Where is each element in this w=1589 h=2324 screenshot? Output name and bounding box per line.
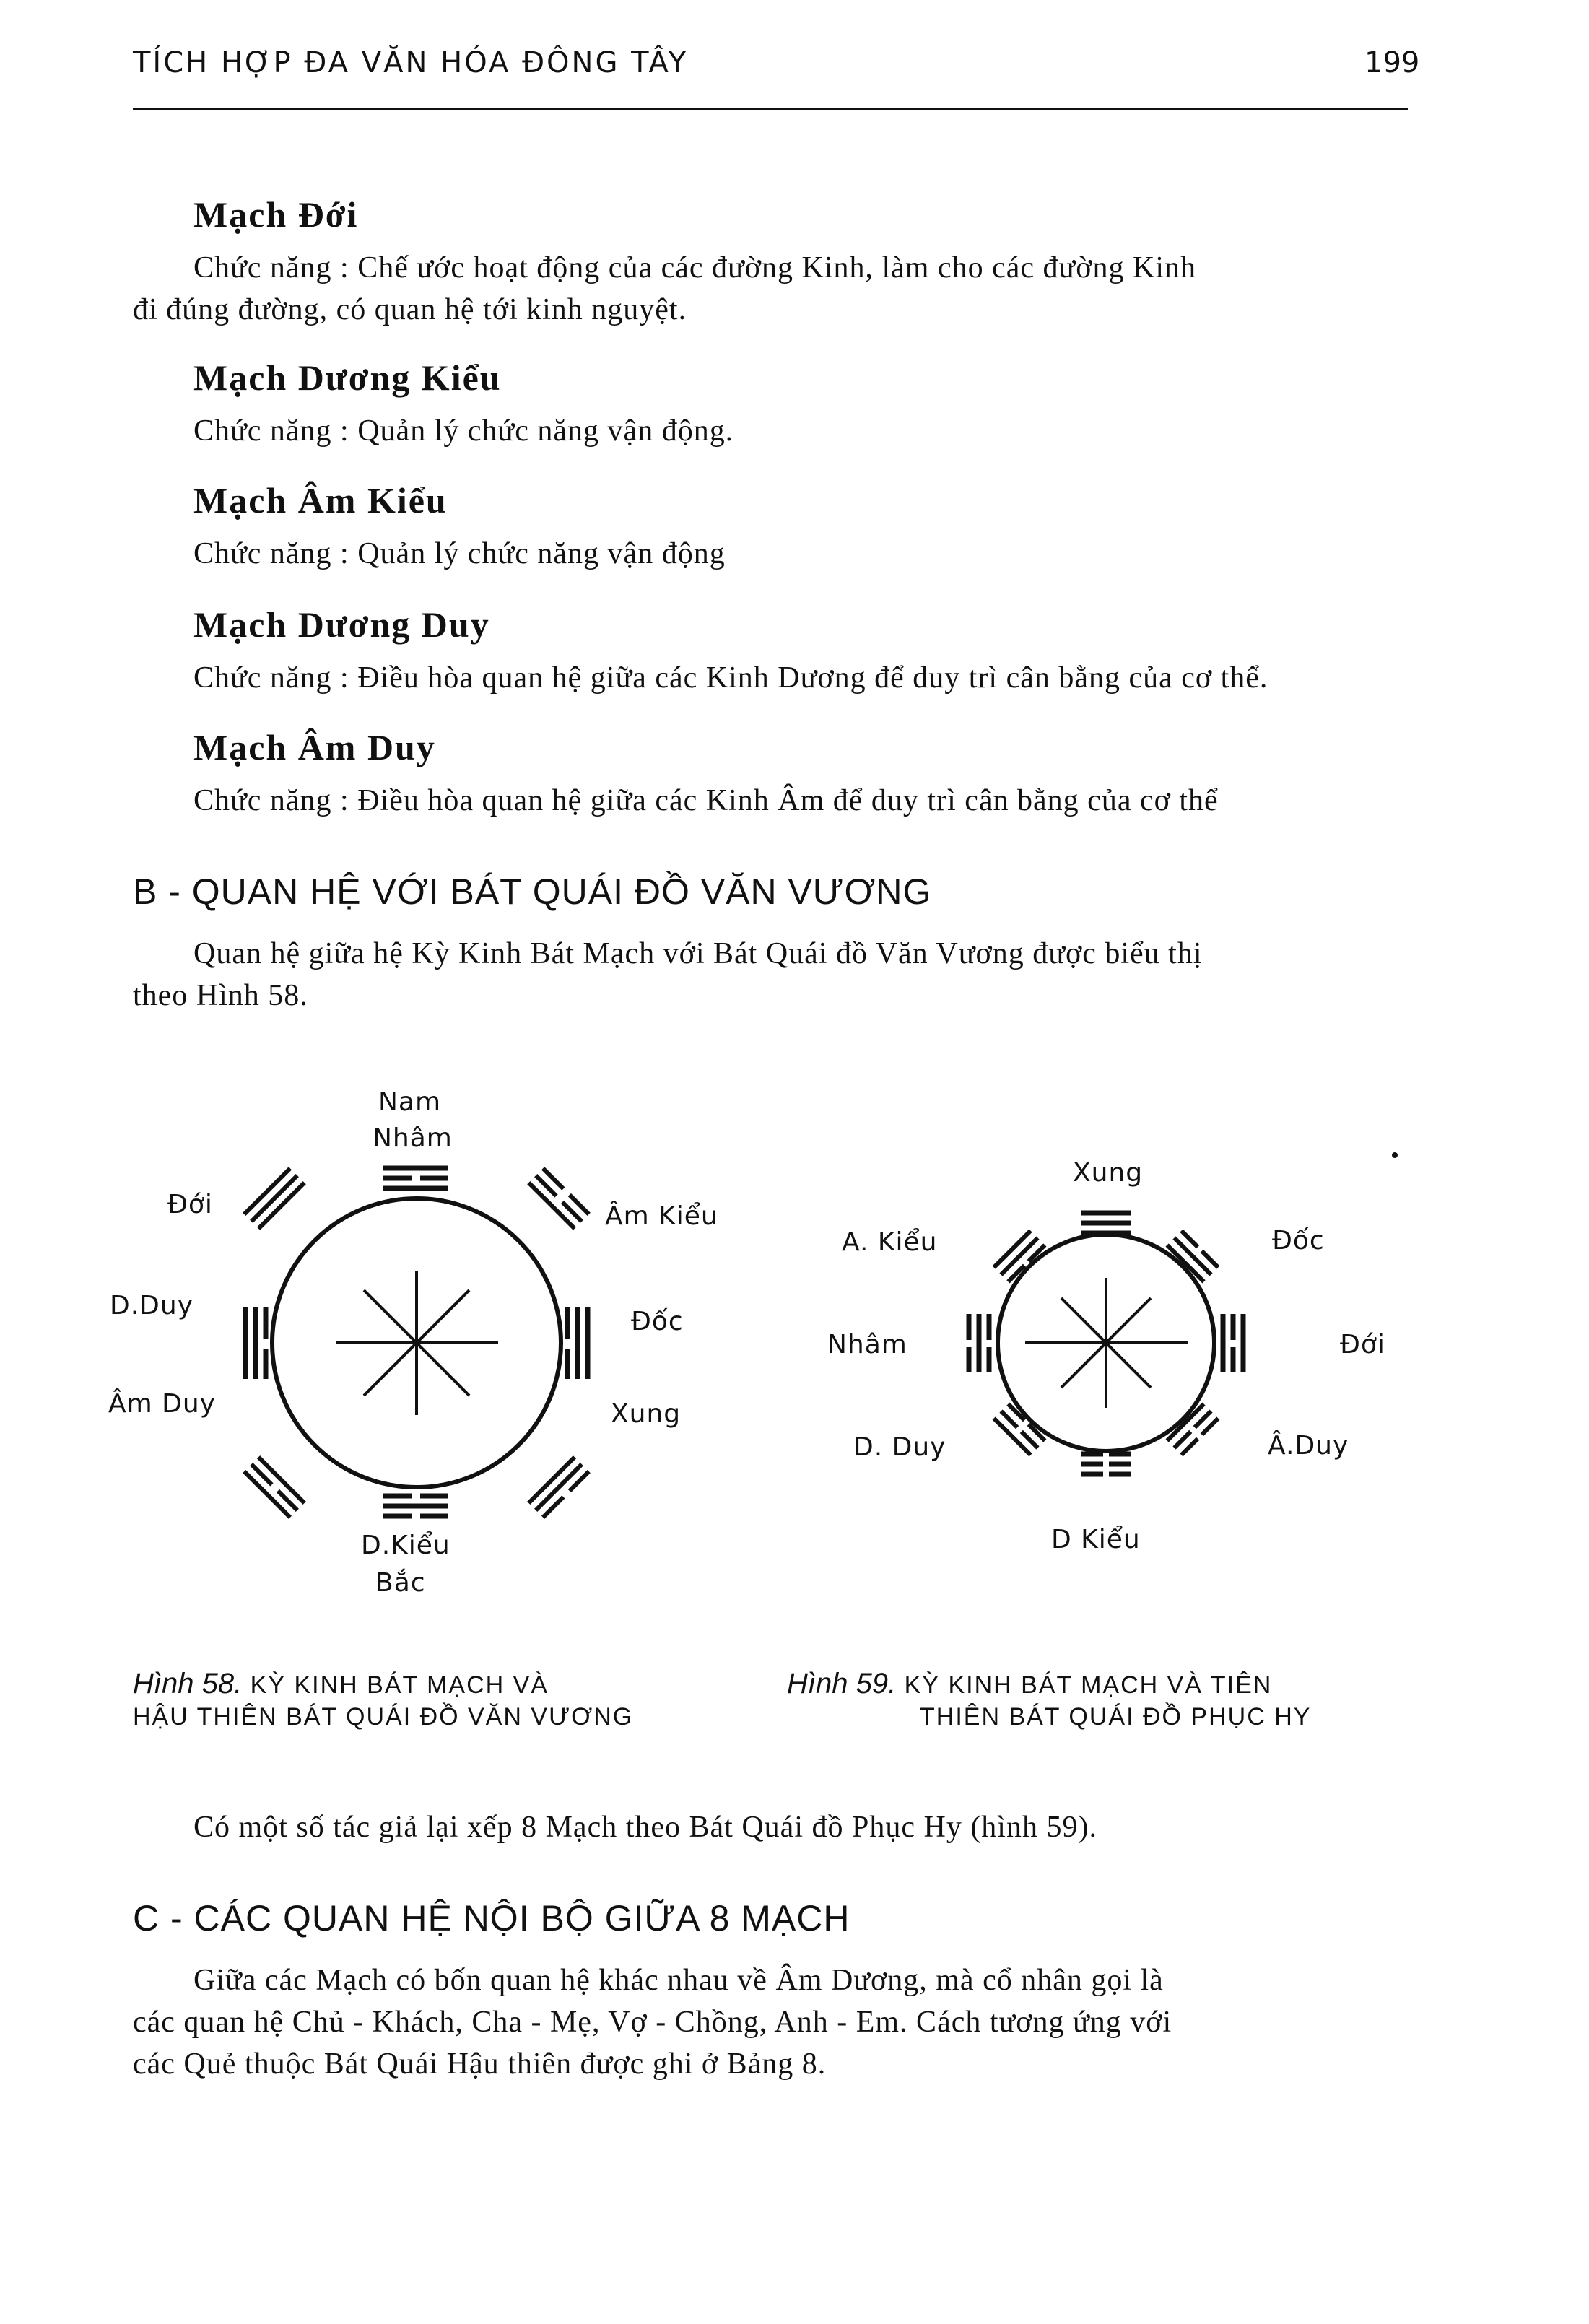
fig58-label-upper-right: Âm Kiểu: [605, 1201, 718, 1231]
section-c-line1: Giữa các Mạch có bốn quan hệ khác nhau về Âm Dương, mà cổ nhân gọi là: [193, 1964, 1164, 1997]
figure-59-caption-label: Hình 59.: [787, 1668, 897, 1700]
section-c-line3: các Quẻ thuộc Bát Quái Hậu thiên được ghi ở Bảng 8.: [133, 2047, 827, 2081]
trigram-lower-left: [994, 1404, 1045, 1455]
running-header: TÍCH HỢP ĐA VĂN HÓA ĐÔNG TÂY: [133, 46, 689, 79]
fig59-label-upper-left: A. Kiểu: [842, 1227, 938, 1257]
figure-58-caption-line1: KỲ KINH BÁT MẠCH VÀ: [250, 1671, 549, 1699]
figure-58-caption: [133, 1668, 783, 1733]
section-b-text: Quan hệ giữa hệ Kỳ Kinh Bát Mạch với Bát Quái đồ Văn Vương được biểu thị: [193, 937, 1203, 970]
page-number: 199: [1364, 46, 1420, 79]
fig59-label-top: Xung: [1073, 1158, 1144, 1188]
trigram-upper-left: [244, 1168, 304, 1228]
fig59-label-right: Đới: [1340, 1330, 1385, 1359]
figure-59-caption-line2: THIÊN BÁT QUÁI ĐỒ PHỤC HY: [920, 1703, 1312, 1731]
section-text-mach-doi-cont: đi đúng đường, có quan hệ tới kinh nguyệt.: [133, 293, 687, 326]
fig58-label-bottom1: D.Kiểu: [361, 1531, 450, 1560]
trigram-lower-right: [1167, 1404, 1219, 1455]
fig58-label-lower-left: Âm Duy: [108, 1389, 216, 1419]
trigram-upper-right: [528, 1168, 588, 1228]
trigram-left: [969, 1314, 989, 1372]
section-title-mach-am-duy: Mạch Âm Duy: [193, 727, 436, 767]
fig58-label-bottom2: Bắc: [375, 1568, 426, 1598]
section-text-mach-am-duy: Chức năng : Điều hòa quan hệ giữa các Kinh Âm để duy trì cân bằng của cơ thể: [193, 784, 1219, 817]
fig58-label-lower-right: Xung: [611, 1399, 682, 1429]
trigram-right: [1223, 1314, 1243, 1372]
figure-59-diagram: [809, 1097, 1429, 1588]
section-title-mach-doi: Mạch Đới: [193, 194, 359, 235]
trigram-left: [245, 1307, 266, 1379]
section-text-mach-doi: Chức năng : Chế ước hoạt động của các đường Kinh, làm cho các đường Kinh: [193, 251, 1197, 284]
trigram-top: [1081, 1213, 1131, 1233]
fig59-label-lower-right: Â.Duy: [1268, 1431, 1349, 1461]
fig59-label-upper-right: Đốc: [1272, 1226, 1325, 1255]
trigram-upper-left: [994, 1231, 1045, 1282]
fig59-label-lower-left: D. Duy: [853, 1432, 946, 1462]
trigram-bottom: [1081, 1454, 1131, 1474]
fig59-label-bottom: D Kiểu: [1051, 1525, 1141, 1554]
section-text-mach-duong-kieu: Chức năng : Quản lý chức năng vận động.: [193, 414, 734, 448]
figure-58-caption-line2: HẬU THIÊN BÁT QUÁI ĐỒ VĂN VƯƠNG: [133, 1703, 634, 1731]
fig58-label-left: D.Duy: [110, 1291, 194, 1320]
figure-58-caption-label: Hình 58.: [133, 1668, 243, 1700]
section-text-mach-duong-duy: Chức năng : Điều hòa quan hệ giữa các Kinh Dương để duy trì cân bằng của cơ thể.: [193, 661, 1268, 695]
after-figures-text: Có một số tác giả lại xếp 8 Mạch theo Bát Quái đồ Phục Hy (hình 59).: [193, 1811, 1097, 1844]
trigram-bottom: [383, 1496, 448, 1516]
figure-59-caption-line1: KỲ KINH BÁT MẠCH VÀ TIÊN: [904, 1671, 1273, 1699]
section-b-text-cont: theo Hình 58.: [133, 979, 308, 1012]
figure-58-diagram: [101, 1069, 751, 1617]
fig58-label-upper-left: Đới: [167, 1190, 213, 1219]
section-text-mach-am-kieu: Chức năng : Quản lý chức năng vận động: [193, 537, 726, 570]
fig58-label-right: Đốc: [631, 1307, 684, 1336]
trigram-right: [567, 1307, 588, 1379]
section-c-heading: C - CÁC QUAN HỆ NỘI BỘ GIỮA 8 MẠCH: [133, 1898, 850, 1938]
trigram-lower-left: [244, 1457, 304, 1517]
section-c-line2: các quan hệ Chủ - Khách, Cha - Mẹ, Vợ - Chồng, Anh - Em. Cách tương ứng với: [133, 2006, 1172, 2039]
section-title-mach-am-kieu: Mạch Âm Kiểu: [193, 480, 448, 521]
scan-dot: [1392, 1152, 1398, 1158]
figure-59-caption: [787, 1668, 1408, 1733]
section-b-heading: B - QUAN HỆ VỚI BÁT QUÁI ĐỒ VĂN VƯƠNG: [133, 871, 932, 912]
section-title-mach-duong-kieu: Mạch Dương Kiểu: [193, 357, 502, 398]
trigram-top: [383, 1168, 448, 1188]
fig58-label-top1: Nam: [378, 1087, 442, 1117]
section-title-mach-duong-duy: Mạch Dương Duy: [193, 604, 490, 645]
trigram-lower-right: [528, 1457, 588, 1517]
header-rule: [133, 108, 1408, 110]
fig58-label-top2: Nhâm: [373, 1123, 453, 1153]
trigram-upper-right: [1167, 1231, 1219, 1282]
fig59-label-left: Nhâm: [827, 1330, 907, 1359]
